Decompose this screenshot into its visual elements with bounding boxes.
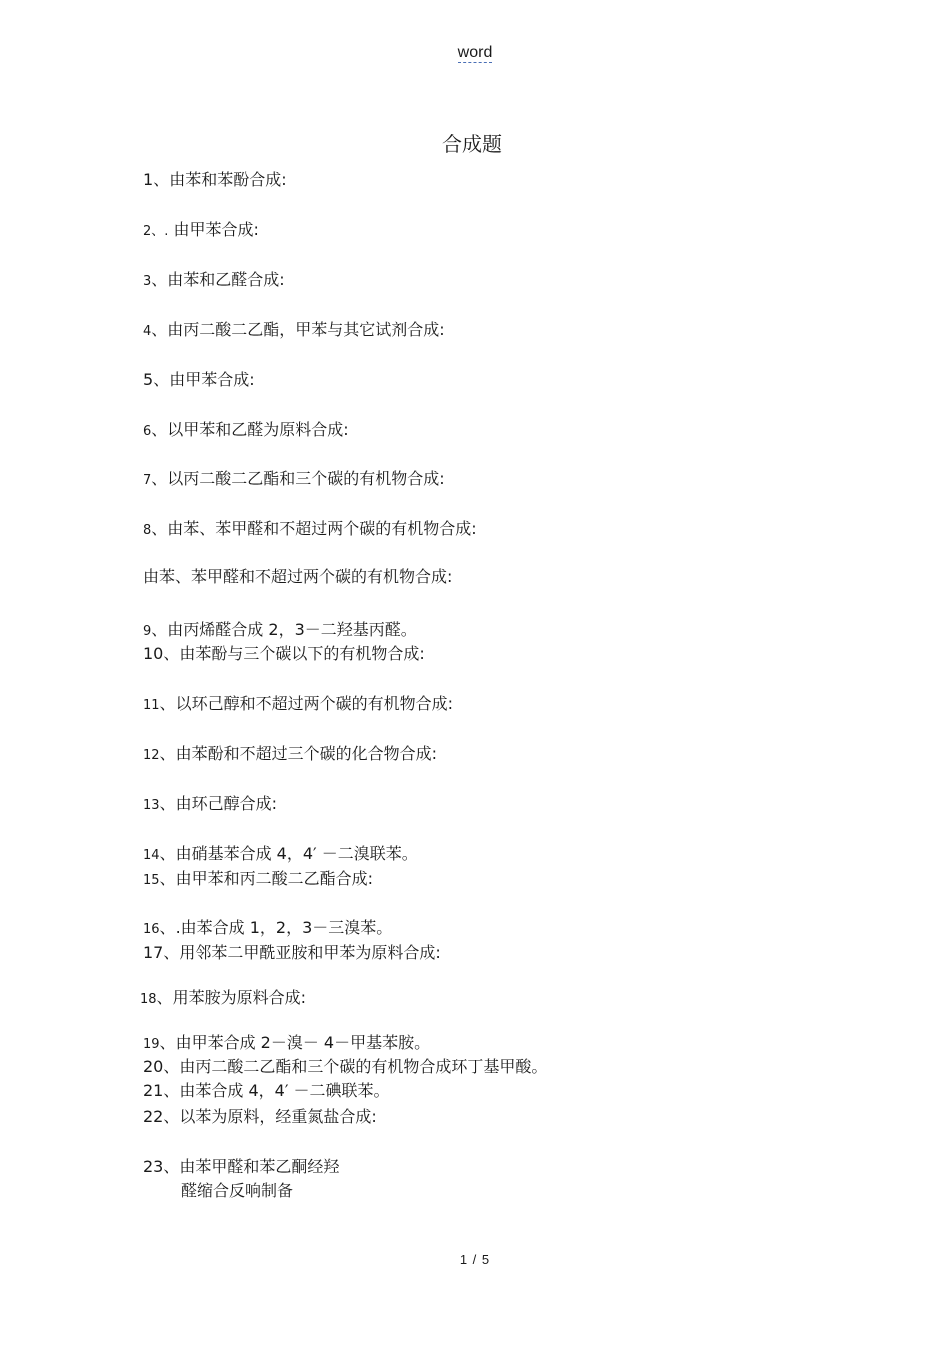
question-1: 1、由苯和苯酚合成:: [143, 170, 287, 189]
question-18: 18、用苯胺为原料合成:: [140, 988, 306, 1007]
question-16: 16、.由苯合成 1，2，3－三溴苯。: [143, 918, 393, 937]
question-21: 21、由苯合成 4，4′ －二碘联苯。: [143, 1081, 390, 1100]
question-9: 9、由丙烯醛合成 2，3－二羟基丙醛。: [143, 620, 417, 639]
question-4: 4、由丙二酸二乙酯，甲苯与其它试剂合成:: [143, 320, 445, 339]
question-17: 17、用邻苯二甲酰亚胺和甲苯为原料合成:: [143, 943, 441, 962]
question-5: 5、由甲苯合成:: [143, 370, 255, 389]
question-2: 2、. 由甲苯合成:: [143, 220, 259, 239]
header-word: [0, 44, 950, 62]
question-22: 22、以苯为原料，经重氮盐合成:: [143, 1107, 377, 1126]
question-14: 14、由硝基苯合成 4，4′ －二溴联苯。: [143, 844, 418, 863]
question-11: 11、以环己醇和不超过两个碳的有机物合成:: [143, 694, 453, 713]
question-10: 10、由苯酚与三个碳以下的有机物合成:: [143, 644, 425, 663]
question-12: 12、由苯酚和不超过三个碳的化合物合成:: [143, 744, 437, 763]
question-6: 6、以甲苯和乙醛为原料合成:: [143, 420, 349, 439]
question-20: 20、由丙二酸二乙酯和三个碳的有机物合成环丁基甲酸。: [143, 1057, 548, 1076]
page-number: 1 / 5: [459, 1252, 491, 1267]
question-7: 7、以丙二酸二乙酯和三个碳的有机物合成:: [143, 469, 445, 488]
header-word-text: word: [457, 44, 493, 61]
question-8-repeat: 由苯、苯甲醛和不超过两个碳的有机物合成:: [143, 567, 453, 586]
question-19: 19、由甲苯合成 2－溴－ 4－甲基苯胺。: [143, 1033, 431, 1052]
question-13: 13、由环己醇合成:: [143, 794, 277, 813]
question-23-continued: 醛缩合反响制备: [181, 1181, 294, 1200]
question-15: 15、由甲苯和丙二酸二乙酯合成:: [143, 869, 373, 888]
question-23: 23、由苯甲醛和苯乙酮经羟: [143, 1157, 340, 1176]
question-3: 3、由苯和乙醛合成:: [143, 270, 285, 289]
question-8: 8、由苯、苯甲醛和不超过两个碳的有机物合成:: [143, 519, 477, 538]
page-title: 合成题: [442, 132, 502, 156]
